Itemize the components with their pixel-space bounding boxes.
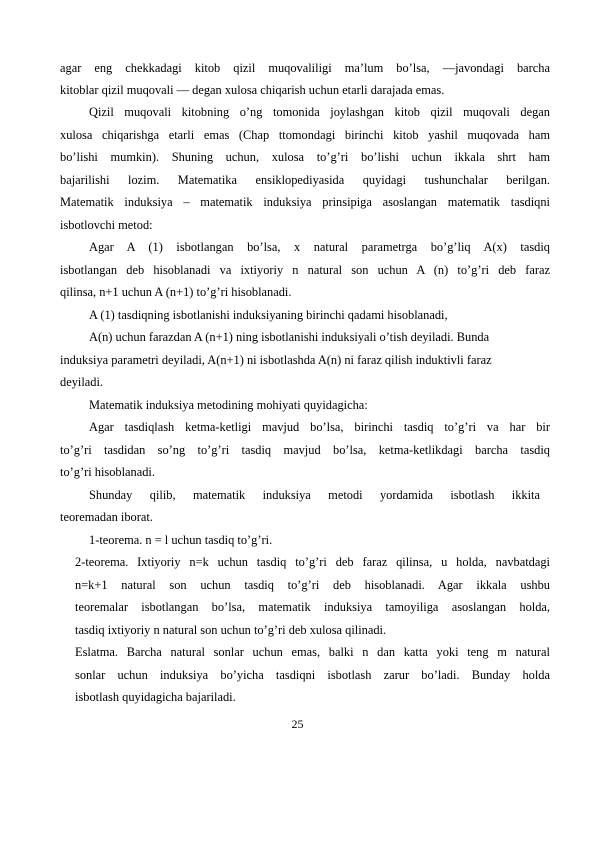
text-line: isbotlangan deb hisoblanadi va ixtiyoriy n natural son uchun A (n) to’g’ri deb faraz [60, 263, 550, 277]
text-line: Matematik induksiya – matematik induksiya prinsipiga asoslangan matematik tasdiqni [60, 195, 550, 209]
text-line: Qizil muqovali kitobning o’ng tomonida joylashgan kitob qizil muqovali degan [89, 105, 550, 119]
page-number: 25 [291, 717, 304, 731]
text-line: A(n) uchun farazdan A (n+1) ning isbotlanishi induksiyali o’tish deyiladi. Bunda [89, 330, 490, 344]
text-line: agar eng chekkadagi kitob qizil muqovaliligi ma’lum bo’lsa, —javondagi barcha [60, 61, 550, 75]
text-line: Eslatma. Barcha natural sonlar uchun emas, balki n dan katta yoki teng m natural [75, 645, 550, 659]
text-line: bajarilishi lozim. Matematika ensiklopediyasida quyidagi tushunchalar berilgan. [60, 173, 550, 187]
text-line: teoremalar isbotlangan bo’lsa, matematik induksiya tamoyiliga asoslangan holda, [75, 600, 550, 614]
text-line: induksiya parametri deyiladi, A(n+1) ni isbotlashda A(n) ni faraz qilish induktivli faraz [60, 353, 492, 367]
text-line: bo’lishi mumkin). Shuning uchun, xulosa to’g’ri bo’lishi uchun ikkala shrt ham [60, 150, 550, 164]
text-line: xulosa chiqarishga etarli emas (Chap ttomondagi birinchi kitob yashil muqovada ham [60, 128, 550, 142]
text-line: to’g’ri tasdidan so’ng to’g’ri tasdiq mavjud bo’lsa, ketma-ketlikdagi barcha tasdiq [60, 443, 550, 457]
text-line: deyiladi. [60, 375, 104, 389]
text-line: isbotlash quyidagicha bajariladi. [75, 690, 236, 704]
text-line: Agar tasdiqlash ketma-ketligi mavjud bo’lsa, birinchi tasdiq to’g’ri va har bir [89, 420, 550, 434]
text-line: qilinsa, n+1 uchun A (n+1) to’g’ri hisoblanadi. [60, 285, 292, 299]
text-line: isbotlovchi metod: [60, 218, 153, 232]
text-line: teoremadan iborat. [60, 510, 153, 524]
text-line: Shunday qilib, matematik induksiya metodi yordamida isbotlash ikkita [89, 488, 540, 502]
text-line: 2-teorema. Ixtiyoriy n=k uchun tasdiq to’g’ri deb faraz qilinsa, u holda, navbatdagi [75, 555, 550, 569]
text-line: A (1) tasdiqning isbotlanishi induksiyaning birinchi qadami hisoblanadi, [89, 308, 448, 322]
text-line: tasdiq ixtiyoriy n natural son uchun to’g’ri deb xulosa qilinadi. [75, 623, 387, 637]
text-line: to’g’ri hisoblanadi. [60, 465, 155, 479]
text-line: n=k+1 natural son uchun tasdiq to’g’ri deb hisoblanadi. Agar ikkala ushbu [75, 578, 550, 592]
text-line: 1-teorema. n = l uchun tasdiq to’g’ri. [89, 533, 273, 547]
text-line: sonlar uchun induksiya bo’yicha tasdiqni isbotlash zarur bo’ladi. Bunday holda [75, 668, 550, 682]
text-line: Agar A (1) isbotlangan bo’lsa, x natural parametrga bo’g’liq A(x) tasdiq [89, 240, 550, 254]
text-line: kitoblar qizil muqovali — degan xulosa chiqarish uchun etarli darajada emas. [60, 83, 445, 97]
text-line: Matematik induksiya metodining mohiyati quyidagicha: [89, 398, 368, 412]
